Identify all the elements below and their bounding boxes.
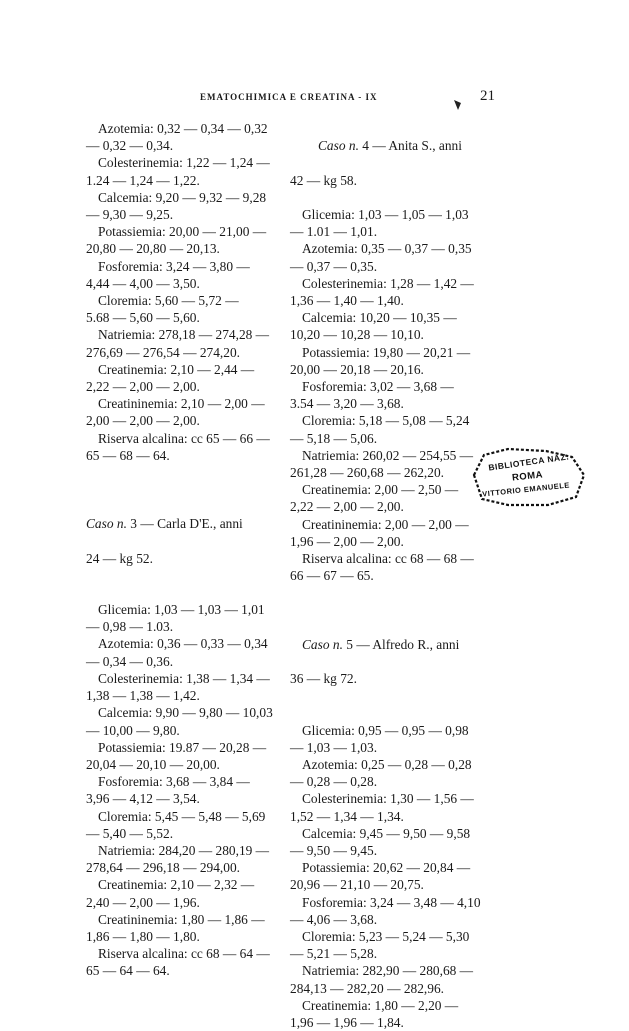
right-entries-b — [290, 722, 482, 1031]
entry-line-1: Fosforemia: 3,24 — 3,80 — — [86, 258, 278, 275]
entry-line-2: 3.54 — 3,20 — 3,68. — [290, 395, 482, 412]
entry-line-1: Calcemia: 9,90 — 9,80 — 10,03 — [86, 704, 278, 721]
lab-entry — [86, 876, 278, 910]
lab-entry — [86, 292, 278, 326]
lab-entry — [86, 223, 278, 257]
entry-line-2: — 0,34 — 0,36. — [86, 653, 278, 670]
stamp-line-3: VITTORIO EMANUELE — [482, 480, 570, 498]
entry-line-2: 10,20 — 10,28 — 10,10. — [290, 326, 482, 343]
lab-entry — [86, 842, 278, 876]
lab-entry — [86, 258, 278, 292]
entry-line-1: Creatinemia: 2,10 — 2,44 — — [86, 361, 278, 378]
lab-entry — [86, 430, 278, 464]
case-details: 36 — kg 72. — [290, 670, 482, 687]
entry-line-2: 1,36 — 1,40 — 1,40. — [290, 292, 482, 309]
entry-line-1: Colesterinemia: 1,38 — 1,34 — — [86, 670, 278, 687]
case-title: 5 — Alfredo R., anni — [343, 637, 459, 652]
entry-line-1: Azotemia: 0,25 — 0,28 — 0,28 — [290, 756, 482, 773]
lab-entry — [86, 361, 278, 395]
case-heading-4 — [290, 120, 482, 206]
ink-mark — [452, 98, 464, 112]
lab-entry — [290, 344, 482, 378]
lab-entry — [290, 722, 482, 756]
entry-line-2: 1,96 — 2,00 — 2,00. — [290, 533, 482, 550]
entry-line-2: 261,28 — 260,68 — 262,20. — [290, 464, 482, 481]
case-details: 24 — kg 52. — [86, 550, 278, 567]
lab-entry — [290, 309, 482, 343]
entry-line-2: 20,00 — 20,18 — 20,16. — [290, 361, 482, 378]
entry-line-1: Potassiemia: 20,00 — 21,00 — — [86, 223, 278, 240]
lab-entry — [86, 395, 278, 429]
lab-entry — [86, 739, 278, 773]
entry-line-1: Azotemia: 0,32 — 0,34 — 0,32 — [86, 120, 278, 137]
entry-line-1: Potassiemia: 20,62 — 20,84 — — [290, 859, 482, 876]
case-label: Caso n. — [318, 138, 359, 153]
entry-line-2: — 0,28 — 0,28. — [290, 773, 482, 790]
entry-line-1: Creatininemia: 1,80 — 1,86 — — [86, 911, 278, 928]
entry-line-1: Creatinemia: 1,80 — 2,20 — — [290, 997, 482, 1014]
lab-entry — [290, 481, 482, 515]
page-number: 21 — [480, 88, 495, 105]
right-column — [290, 120, 482, 1031]
entry-line-2: 1,86 — 1,80 — 1,80. — [86, 928, 278, 945]
entry-line-1: Fosforemia: 3,68 — 3,84 — — [86, 773, 278, 790]
entry-line-2: — 0,32 — 0,34. — [86, 137, 278, 154]
entry-line-1: Cloremia: 5,18 — 5,08 — 5,24 — [290, 412, 482, 429]
lab-entry — [290, 275, 482, 309]
lab-entry — [290, 997, 482, 1031]
entry-line-2: 1,52 — 1,34 — 1,34. — [290, 808, 482, 825]
lab-entry — [290, 825, 482, 859]
entry-line-1: Fosforemia: 3,02 — 3,68 — — [290, 378, 482, 395]
lab-entry — [290, 447, 482, 481]
entry-line-1: Creatininemia: 2,10 — 2,00 — — [86, 395, 278, 412]
lab-entry — [290, 962, 482, 996]
case-heading-5 — [290, 618, 482, 704]
lab-entry — [86, 154, 278, 188]
lab-entry — [86, 670, 278, 704]
lab-entry — [86, 945, 278, 979]
entry-line-1: Azotemia: 0,36 — 0,33 — 0,34 — [86, 635, 278, 652]
entry-line-2: 2,40 — 2,00 — 1,96. — [86, 894, 278, 911]
entry-line-2: 1.24 — 1,24 — 1,22. — [86, 172, 278, 189]
entry-line-2: — 0,37 — 0,35. — [290, 258, 482, 275]
entry-line-1: Creatininemia: 2,00 — 2,00 — — [290, 516, 482, 533]
entry-line-1: Creatinemia: 2,00 — 2,50 — — [290, 481, 482, 498]
entry-line-1: Glicemia: 1,03 — 1,05 — 1,03 — [290, 206, 482, 223]
left-entries-b — [86, 601, 278, 979]
entry-line-1: Creatinemia: 2,10 — 2,32 — — [86, 876, 278, 893]
entry-line-2: — 5,18 — 5,06. — [290, 430, 482, 447]
entry-line-1: Calcemia: 10,20 — 10,35 — — [290, 309, 482, 326]
entry-line-2: 5.68 — 5,60 — 5,60. — [86, 309, 278, 326]
lab-entry — [290, 516, 482, 550]
library-stamp — [468, 445, 588, 509]
entry-line-2: 66 — 67 — 65. — [290, 567, 482, 584]
lab-entry — [290, 756, 482, 790]
entry-line-2: 20,04 — 20,10 — 20,00. — [86, 756, 278, 773]
lab-entry — [86, 120, 278, 154]
lab-entry — [290, 894, 482, 928]
left-column — [86, 120, 278, 980]
entry-line-2: — 1,03 — 1,03. — [290, 739, 482, 756]
lab-entry — [290, 790, 482, 824]
stamp-line-1: BIBLIOTECA NAZ. — [488, 451, 570, 472]
lab-entry — [86, 911, 278, 945]
entry-line-2: 278,64 — 296,18 — 294,00. — [86, 859, 278, 876]
entry-line-2: 276,69 — 276,54 — 274,20. — [86, 344, 278, 361]
entry-line-1: Cloremia: 5,60 — 5,72 — — [86, 292, 278, 309]
entry-line-2: 2,22 — 2,00 — 2,00. — [86, 378, 278, 395]
running-head: EMATOCHIMICA E CREATINA - IX — [200, 92, 378, 102]
entry-line-1: Natriemia: 282,90 — 280,68 — — [290, 962, 482, 979]
entry-line-2: 20,80 — 20,80 — 20,13. — [86, 240, 278, 257]
case-title: 3 — Carla D'E., anni — [127, 516, 243, 531]
entry-line-1: Fosforemia: 3,24 — 3,48 — 4,10 — [290, 894, 482, 911]
entry-line-1: Natriemia: 284,20 — 280,19 — — [86, 842, 278, 859]
entry-line-1: Potassiemia: 19,80 — 20,21 — — [290, 344, 482, 361]
lab-entry — [290, 928, 482, 962]
entry-line-1: Natriemia: 278,18 — 274,28 — — [86, 326, 278, 343]
case-heading-3 — [86, 498, 278, 584]
lab-entry — [290, 206, 482, 240]
entry-line-2: 2,00 — 2,00 — 2,00. — [86, 412, 278, 429]
lab-entry — [290, 859, 482, 893]
entry-line-1: Riserva alcalina: cc 65 — 66 — — [86, 430, 278, 447]
entry-line-2: — 0,98 — 1.03. — [86, 618, 278, 635]
entry-line-1: Calcemia: 9,45 — 9,50 — 9,58 — [290, 825, 482, 842]
entry-line-1: Azotemia: 0,35 — 0,37 — 0,35 — [290, 240, 482, 257]
case-label: Caso n. — [302, 637, 343, 652]
lab-entry — [290, 412, 482, 446]
entry-line-2: 2,22 — 2,00 — 2,00. — [290, 498, 482, 515]
lab-entry — [86, 189, 278, 223]
entry-line-2: 65 — 64 — 64. — [86, 962, 278, 979]
entry-line-1: Colesterinemia: 1,22 — 1,24 — — [86, 154, 278, 171]
entry-line-1: Natriemia: 260,02 — 254,55 — — [290, 447, 482, 464]
entry-line-2: — 9,30 — 9,25. — [86, 206, 278, 223]
case-details: 42 — kg 58. — [290, 172, 482, 189]
entry-line-1: Cloremia: 5,45 — 5,48 — 5,69 — [86, 808, 278, 825]
entry-line-1: Riserva alcalina: cc 68 — 68 — — [290, 550, 482, 567]
stamp-line-2: ROMA — [512, 469, 544, 483]
lab-entry — [290, 378, 482, 412]
entry-line-2: 3,96 — 4,12 — 3,54. — [86, 790, 278, 807]
entry-line-1: Potassiemia: 19.87 — 20,28 — — [86, 739, 278, 756]
entry-line-2: 20,96 — 21,10 — 20,75. — [290, 876, 482, 893]
entry-line-1: Glicemia: 1,03 — 1,03 — 1,01 — [86, 601, 278, 618]
entry-line-2: 284,13 — 282,20 — 282,96. — [290, 980, 482, 997]
lab-entry — [290, 550, 482, 584]
entry-line-1: Glicemia: 0,95 — 0,95 — 0,98 — [290, 722, 482, 739]
entry-line-2: — 5,21 — 5,28. — [290, 945, 482, 962]
lab-entry — [86, 704, 278, 738]
lab-entry — [86, 808, 278, 842]
entry-line-1: Colesterinemia: 1,30 — 1,56 — — [290, 790, 482, 807]
entry-line-1: Riserva alcalina: cc 68 — 64 — — [86, 945, 278, 962]
case-title: 4 — Anita S., anni — [359, 138, 462, 153]
entry-line-2: 65 — 68 — 64. — [86, 447, 278, 464]
entry-line-1: Colesterinemia: 1,28 — 1,42 — — [290, 275, 482, 292]
lab-entry — [86, 601, 278, 635]
entry-line-2: — 1.01 — 1,01. — [290, 223, 482, 240]
lab-entry — [86, 635, 278, 669]
left-entries-a — [86, 120, 278, 464]
entry-line-2: — 5,40 — 5,52. — [86, 825, 278, 842]
entry-line-2: 1,96 — 1,96 — 1,84. — [290, 1014, 482, 1031]
lab-entry — [86, 326, 278, 360]
lab-entry — [290, 240, 482, 274]
lab-entry — [86, 773, 278, 807]
case-label: Caso n. — [86, 516, 127, 531]
entry-line-1: Cloremia: 5,23 — 5,24 — 5,30 — [290, 928, 482, 945]
entry-line-2: — 10,00 — 9,80. — [86, 722, 278, 739]
entry-line-2: 1,38 — 1,38 — 1,42. — [86, 687, 278, 704]
entry-line-2: — 4,06 — 3,68. — [290, 911, 482, 928]
entry-line-2: — 9,50 — 9,45. — [290, 842, 482, 859]
entry-line-2: 4,44 — 4,00 — 3,50. — [86, 275, 278, 292]
right-entries-a — [290, 206, 482, 584]
entry-line-1: Calcemia: 9,20 — 9,32 — 9,28 — [86, 189, 278, 206]
